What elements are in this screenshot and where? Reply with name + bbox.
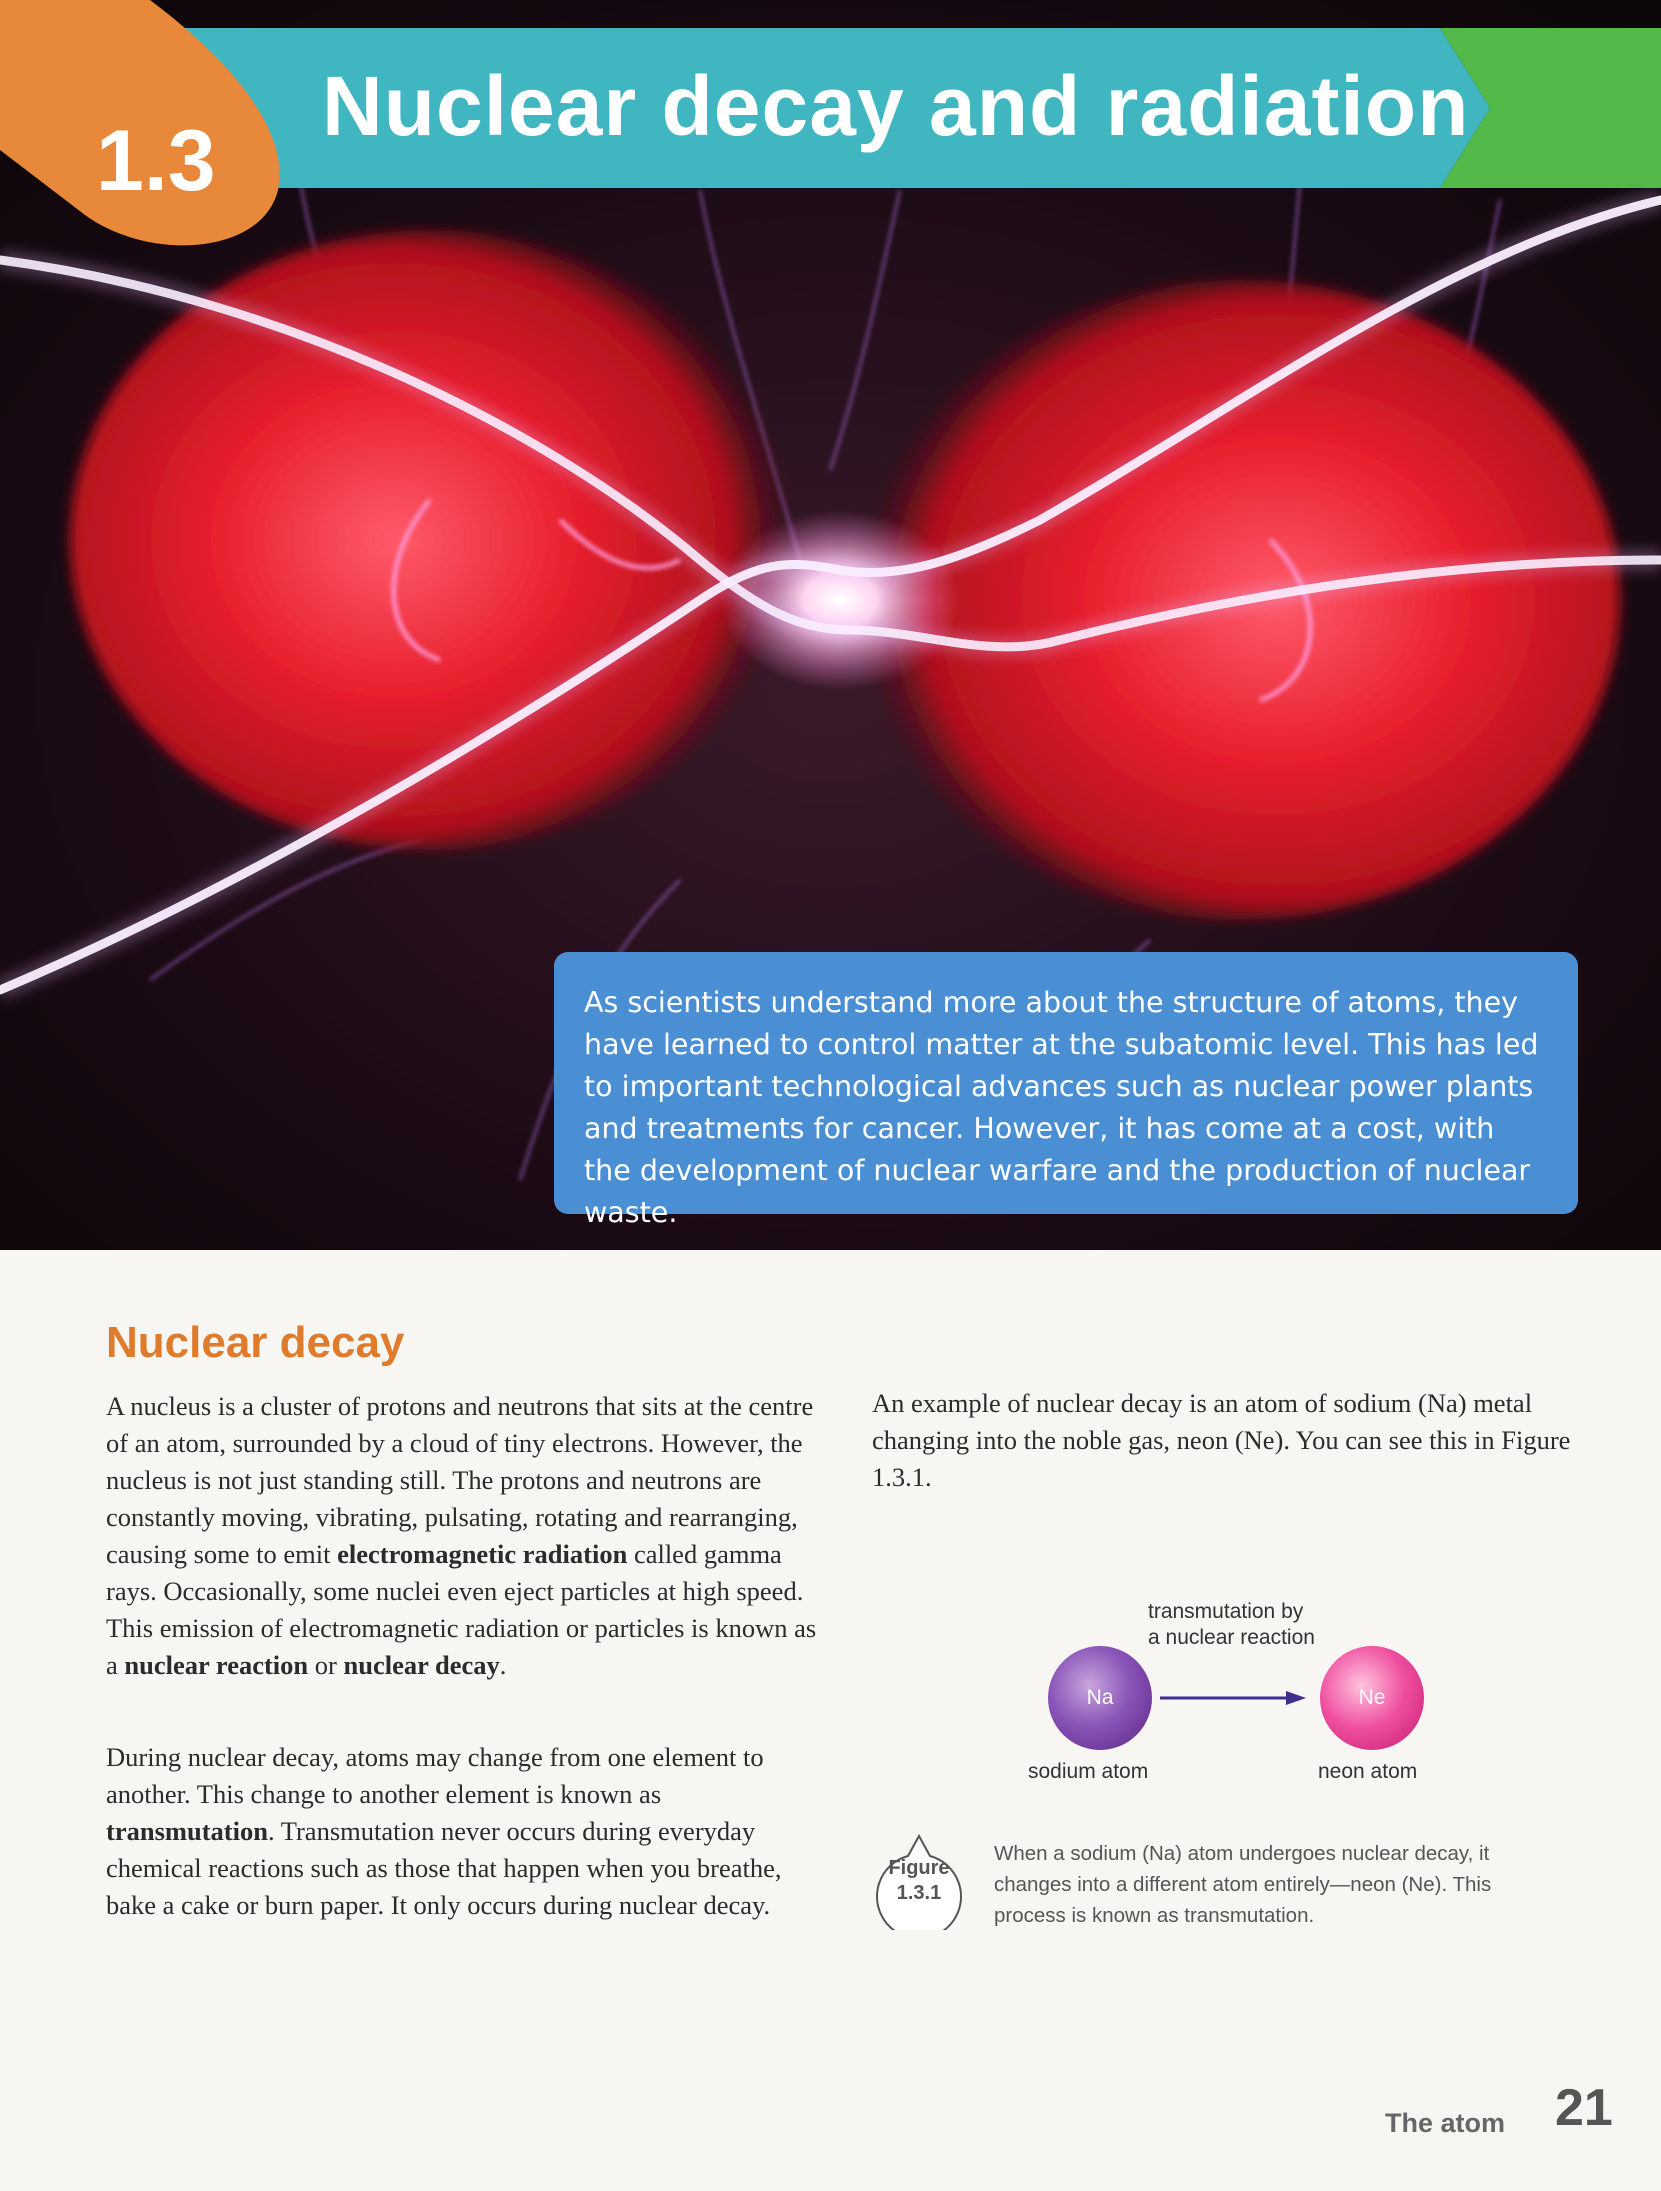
section-number: 1.3: [96, 113, 216, 209]
key-term: electromagnetic radiation: [337, 1539, 628, 1569]
arrow-label-line2: a nuclear reaction: [1148, 1626, 1315, 1649]
neon-symbol: Ne: [1358, 1686, 1386, 1709]
text-run: or: [308, 1650, 344, 1680]
intro-box: As scientists understand more about the structure of atoms, they have learned to control matter at the subatomic level. This has led to important technological advances such as nuclear power plants and treatments for cancer. However, it has come at a cost, with the development of nuclear warfare and the production of nuclear waste.: [554, 952, 1578, 1214]
text-run: An example of nuclear decay is an atom of sodium (Na) metal changing into the noble gas, neon (Ne). You can see this in Figure 1.3.1.: [872, 1388, 1571, 1492]
arrow-label-line1: transmutation by: [1148, 1600, 1304, 1623]
neon-atom: [1320, 1646, 1424, 1750]
text-run: . Transmutation never occurs during everyday chemical reactions such as those that happen when you breathe, bake a cake or burn paper. It only occurs during nuclear decay.: [106, 1816, 782, 1920]
paragraph-nucleus: [106, 1388, 826, 1684]
key-term: transmutation: [106, 1816, 268, 1846]
figure-badge-word: Figure: [888, 1857, 950, 1879]
figure-badge-number: 1.3.1: [896, 1882, 942, 1904]
figure-badge-text: [870, 1856, 968, 1906]
sodium-atom-label: sodium atom: [1028, 1760, 1149, 1783]
key-term: nuclear reaction: [124, 1650, 309, 1680]
page-number: 21: [1555, 2079, 1613, 2137]
paragraph-example: [872, 1385, 1572, 1496]
text-run: .: [499, 1650, 507, 1680]
footer-chapter-title: The atom: [1385, 2108, 1506, 2138]
text-run: A nucleus is a cluster of protons and neutrons that sits at the centre of an atom, surrounded by a cloud of tiny electrons. However, the nucleus is not just standing still. The protons and neutrons are constantly moving, vibrating, pulsating, rotating and rearranging, causing some to emit: [106, 1391, 814, 1569]
sodium-atom: [1048, 1646, 1152, 1750]
figure-caption: When a sodium (Na) atom undergoes nuclear decay, it changes into a different atom entirely—neon (Ne). This process is known as transmutation.: [994, 1842, 1492, 1927]
paragraph-transmutation: [106, 1739, 826, 1924]
sodium-symbol: Na: [1086, 1686, 1114, 1709]
key-term: nuclear decay: [343, 1650, 500, 1680]
section-title: Nuclear decay and radiation: [322, 59, 1470, 153]
section-heading: Nuclear decay: [106, 1318, 405, 1367]
neon-atom-label: neon atom: [1318, 1760, 1418, 1783]
arrow-icon: [1160, 1688, 1310, 1708]
text-run: called gamma rays. Occasionally, some nuclei even eject particles at high speed. This emission of electromagnetic radiation or particles is known as a: [106, 1539, 817, 1680]
text-run: During nuclear decay, atoms may change from one element to another. This change to another element is known as: [106, 1742, 764, 1809]
